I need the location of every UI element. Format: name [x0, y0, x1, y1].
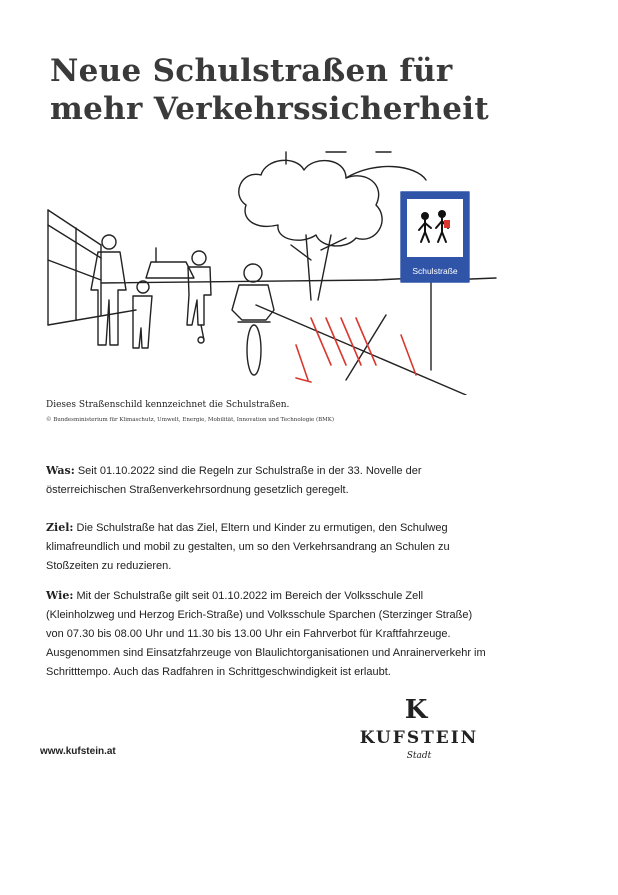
- logo-subtitle: Stadt: [406, 751, 432, 761]
- illustration-caption: Dieses Straßenschild kennzeichnet die Schulstraßen.: [46, 400, 290, 410]
- image-copyright: © Bundesministerium für Klimaschutz, Umwelt, Energie, Mobilität, Innovation und Technologie (BMK): [46, 417, 335, 423]
- website-link[interactable]: www.kufstein.at: [40, 746, 116, 757]
- child-scooter: [187, 251, 211, 343]
- logo-wordmark: KUFSTEIN: [359, 728, 479, 748]
- paragraph-label: Was:: [46, 464, 75, 477]
- logo-k-mark: K: [404, 695, 428, 725]
- page-title: [50, 52, 570, 128]
- adult-figure: [91, 235, 126, 345]
- building: [48, 210, 101, 325]
- paragraph-was: [46, 461, 486, 500]
- paragraph-label: Wie:: [46, 589, 74, 602]
- paragraph-text: Seit 01.10.2022 sind die Regeln zur Schulstraße in der 33. Novelle der österreichischen Straßenverkehrsordnung gesetzlich geregelt.: [46, 465, 422, 496]
- paragraph-text: Mit der Schulstraße gilt seit 01.10.2022 im Bereich der Volksschule Zell (Kleinholzweg und Herzog Erich-Straße) und Volksschule Sparchen (Sterzinger Straße) von 07.30 bis 08.00 Uhr und 11.30 bis 13.00 Uhr ein Fahrverbot für Kraftfahrzeuge. Ausgenommen sind Einsatzfahrzeuge von Blaulichtorganisationen und Anrainerverkehr im Schritttempo. Auch das Radfahren in Schrittgeschwindigkeit ist erlaubt.: [46, 590, 486, 678]
- car: [146, 248, 194, 278]
- paragraph-text: Die Schulstraße hat das Ziel, Eltern und Kinder zu ermutigen, den Schulweg klimafreundlich und mobil zu gestalten, um so den Verkehrsandrang an Schulen zu Stoßzeiten zu reduzieren.: [46, 522, 450, 572]
- street-lines: [48, 278, 496, 395]
- sign-label: Schulstraße: [412, 266, 458, 276]
- child-walking: [133, 281, 152, 348]
- title-line-1: Neue Schulstraßen für: [50, 53, 453, 89]
- school-street-illustration: [46, 150, 501, 395]
- tree: [239, 152, 426, 300]
- paragraph-label: Ziel:: [46, 521, 74, 534]
- paragraph-ziel: [46, 518, 486, 576]
- road-markings: [296, 318, 416, 382]
- title-line-2: mehr Verkehrssicherheit: [50, 91, 489, 127]
- kufstein-logo: [344, 695, 494, 768]
- schulstrasse-sign: [401, 192, 469, 282]
- paragraph-wie: [46, 586, 486, 682]
